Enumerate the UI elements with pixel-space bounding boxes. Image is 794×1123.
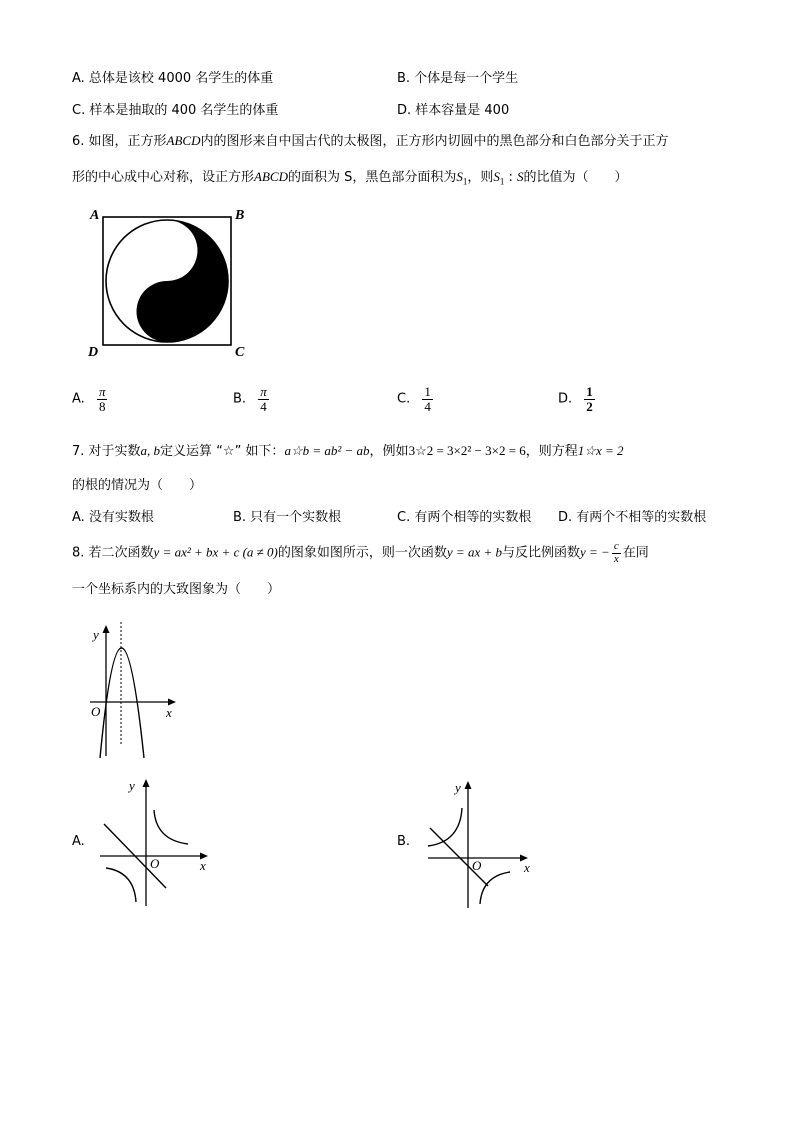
vertex-b: B xyxy=(235,208,245,223)
axis-x-label: x xyxy=(200,858,206,873)
q8-option-a-label: A. xyxy=(72,834,85,849)
axis-x-label: x xyxy=(166,705,172,720)
axis-y-label: y xyxy=(129,778,135,793)
q6-stem-line1: 6. 如图，正方形ABCD内的图形来自中国古代的太极图，正方形内切圆中的黑色部分和白色部分关于正方 xyxy=(72,133,669,149)
q8-option-b-graph xyxy=(424,776,544,912)
q6-option-a: A. $\frac{\pi}{8}$ xyxy=(72,384,106,414)
axis-y-label: y xyxy=(93,627,99,642)
q8-stem-line1: 8. 若二次函数y = ax² + bx + c (a ≠ 0)的图象如图所示，则一次函数y = ax + b与反比例函数y = − $\frac{c}{x}$ 在同 xyxy=(72,540,649,565)
axis-y-label: y xyxy=(455,780,461,795)
q6-option-b: B. $\frac{\pi}{4}$ xyxy=(233,384,267,414)
q6-option-d: D. $\frac{1}{2}$ xyxy=(558,384,593,414)
q6-stem-line2: 形的中心成中心对称，设正方形ABCD的面积为 S，黑色部分面积为$S_1$，则$S_1$ : S的比值为（ ） xyxy=(72,169,628,187)
q8-stem-line2: 一个坐标系内的大致图象为（ ） xyxy=(72,582,281,597)
q5-option-a: A. 总体是该校 4000 名学生的体重 xyxy=(72,71,274,86)
q8-option-a-graph xyxy=(96,774,216,910)
q5-option-c: C. 样本是抽取的 400 名学生的体重 xyxy=(72,103,279,118)
origin-label: O xyxy=(150,856,160,871)
q5-option-d: D. 样本容量是 400 xyxy=(397,103,510,118)
q7-stem-line1: 7. 对于实数a, b定义运算 “☆” 如下：a☆b = ab² − ab，例如3☆2 = 3×2² − 3×2 = 6，则方程1☆x = 2 xyxy=(72,443,624,459)
vertex-d: D xyxy=(88,345,99,360)
q7-option-b: B. 只有一个实数根 xyxy=(233,510,342,525)
vertex-a: A xyxy=(90,208,100,223)
q6-option-c: C. $\frac{1}{4}$ xyxy=(397,384,431,414)
taiji-figure xyxy=(84,204,254,364)
axis-x-label: x xyxy=(524,860,530,875)
q7-stem-line2: 的根的情况为（ ） xyxy=(72,478,203,493)
vertex-c: C xyxy=(235,345,245,360)
q7-option-d: D. 有两个不相等的实数根 xyxy=(558,510,707,525)
parabola-graph xyxy=(84,616,184,762)
q7-option-a: A. 没有实数根 xyxy=(72,510,154,525)
origin-label: O xyxy=(91,704,101,719)
q8-option-b-label: B. xyxy=(397,834,411,849)
q5-option-b: B. 个体是每一个学生 xyxy=(397,71,519,86)
origin-label: O xyxy=(472,858,482,873)
q7-option-c: C. 有两个相等的实数根 xyxy=(397,510,532,525)
